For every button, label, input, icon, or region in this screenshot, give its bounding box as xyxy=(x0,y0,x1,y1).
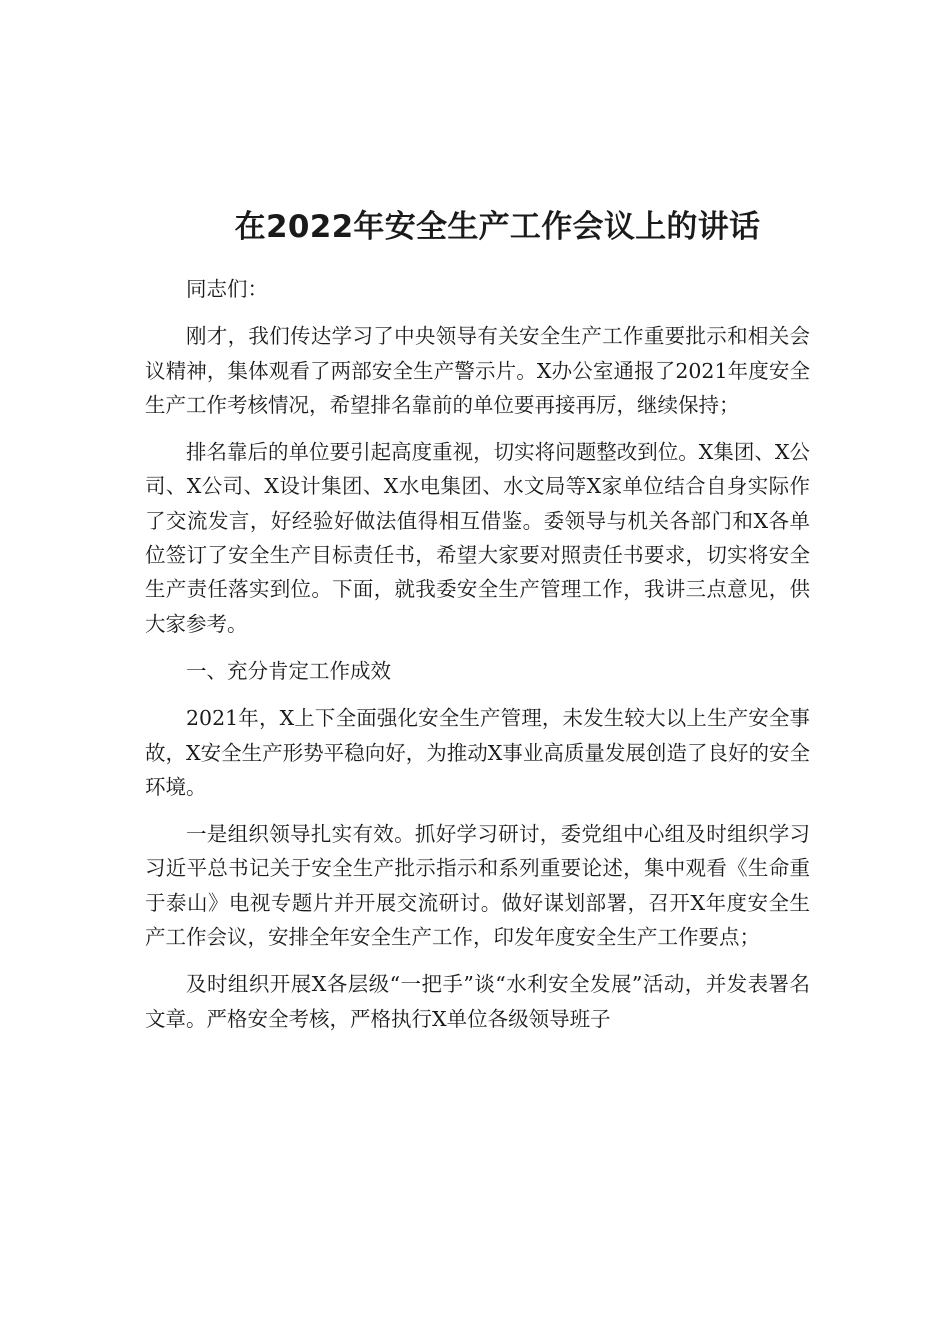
salutation-paragraph: 同志们： xyxy=(186,277,268,301)
body-paragraph: 2021年，X上下全面强化安全生产管理，未发生较大以上生产安全事故，X安全生产形势平稳向好，为推动X事业高质量发展创造了良好的安全环境。 xyxy=(145,706,810,799)
body-paragraph: 排名靠后的单位要引起高度重视，切实将问题整改到位。X集团、X公司、X公司、X设计集团、X水电集团、水文局等X家单位结合自身实际作了交流发言，好经验好做法值得相互借鉴。委领导与机关各部门和X各单位签订了安全生产目标责任书，希望大家要对照责任书要求，切实将安全生产责任落实到位。下面，就我委安全生产管理工作，我讲三点意见，供大家参考。 xyxy=(145,440,810,636)
body-paragraph: 刚才，我们传达学习了中央领导有关安全生产工作重要批示和相关会议精神，集体观看了两部安全生产警示片。X办公室通报了2021年度安全生产工作考核情况，希望排名靠前的单位要再接再厉，继续保持； xyxy=(145,324,810,417)
section-heading: 一、充分肯定工作成效 xyxy=(186,658,391,683)
document-title: 在2022年安全生产工作会议上的讲话 xyxy=(234,209,761,245)
body-paragraph: 及时组织开展X各层级“一把手”谈“水利安全发展”活动，并发表署名文章。严格安全考核，严格执行X单位各级领导班子 xyxy=(145,972,810,1031)
body-paragraph: 一是组织领导扎实有效。抓好学习研讨，委党组中心组及时组织学习习近平总书记关于安全生产批示指示和系列重要论述，集中观看《生命重于泰山》电视专题片并开展交流研讨。做好谋划部署，召开X年度安全生产工作会议，安排全年安全生产工作，印发年度安全生产工作要点； xyxy=(145,822,810,950)
document-body xyxy=(145,272,810,1049)
